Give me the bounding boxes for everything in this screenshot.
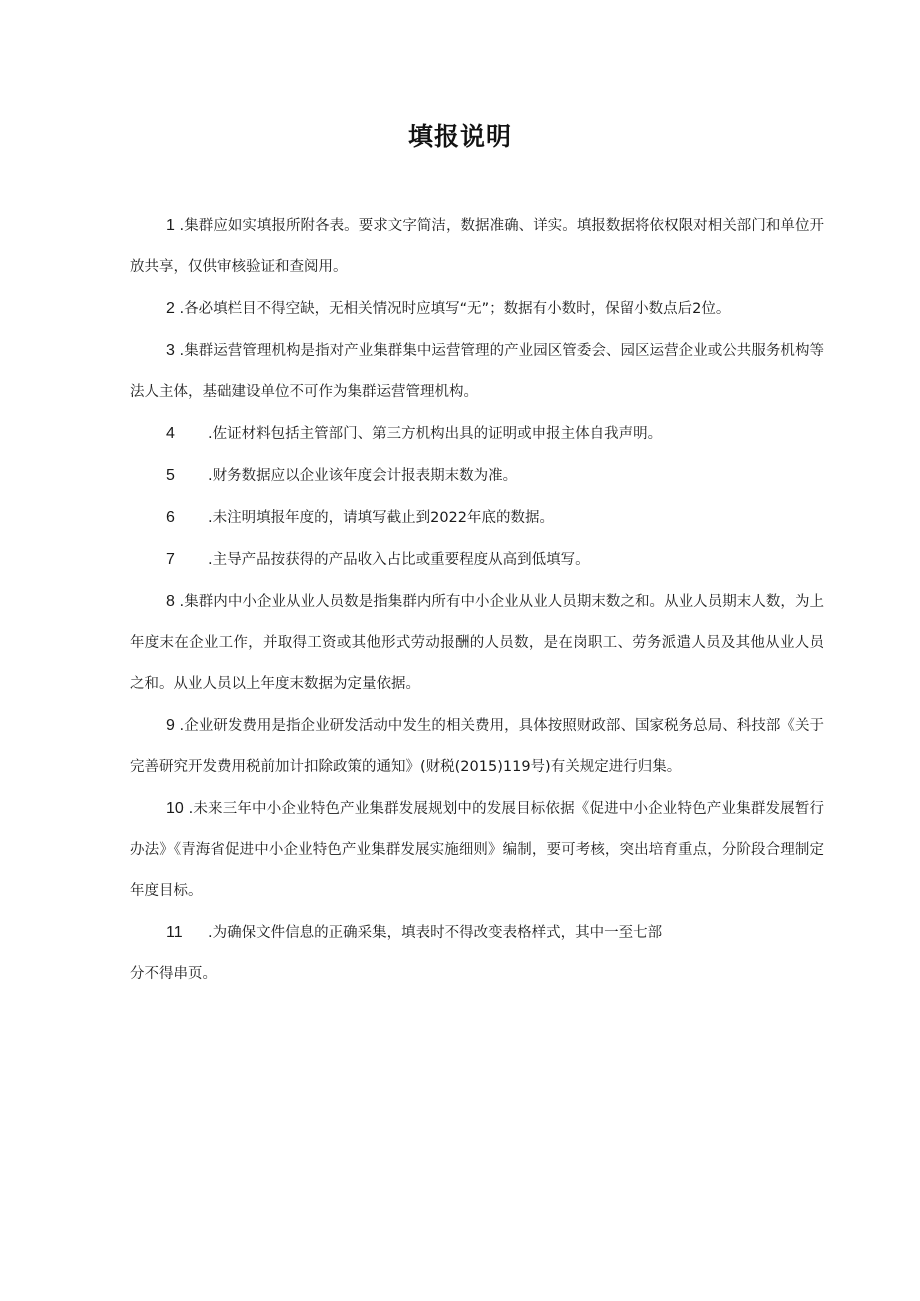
item-text: .为确保文件信息的正确采集，填表时不得改变表格样式，其中一至七部: [208, 925, 663, 941]
instruction-item-6: [130, 497, 824, 539]
item-text: .主导产品按获得的产品收入占比或重要程度从高到低填写。: [208, 552, 590, 568]
item-number: 9: [166, 717, 175, 734]
instruction-item-1: [130, 205, 824, 288]
item-text: .未注明填报年度的，请填写截止到2022年底的数据。: [208, 510, 555, 526]
item-number: 11: [166, 924, 183, 941]
item-number: 7: [166, 551, 175, 568]
item-number: 8: [166, 593, 175, 610]
instruction-item-9: [130, 705, 824, 788]
instruction-item-2: [130, 288, 824, 330]
item-text: .集群应如实填报所附各表。要求文字简洁，数据准确、详实。填报数据将依权限对相关部门和单位开放共享，仅供审核验证和查阅用。: [130, 218, 824, 275]
item-text: .佐证材料包括主管部门、第三方机构出具的证明或申报主体自我声明。: [208, 426, 663, 442]
item-text: .财务数据应以企业该年度会计报表期末数为准。: [208, 468, 518, 484]
instructions-body: [130, 205, 824, 995]
instruction-item-5: [130, 455, 824, 497]
item-number: 2: [166, 300, 175, 317]
instruction-item-8: [130, 581, 824, 705]
item-number: 4: [166, 425, 175, 442]
item-number: 10: [166, 800, 184, 817]
item-text: .企业研发费用是指企业研发活动中发生的相关费用，具体按照财政部、国家税务总局、科技部《关于完善研究开发费用税前加计扣除政策的通知》(财税(2015)119号)有关规定进行归集。: [130, 718, 824, 775]
instruction-item-10: [130, 788, 824, 912]
item-text: .各必填栏目不得空缺，无相关情况时应填写“无”；数据有小数时，保留小数点后2位。: [174, 301, 731, 317]
instruction-item-11-continuation: 分不得串页。: [130, 966, 217, 982]
item-text: .未来三年中小企业特色产业集群发展规划中的发展目标依据《促进中小企业特色产业集群发展暂行办法》《青海省促进中小企业特色产业集群发展实施细则》编制，要可考核，突出培育重点，分阶段合理制定年度目标。: [130, 801, 824, 899]
instruction-item-3: [130, 330, 824, 413]
item-text: .集群运营管理机构是指对产业集群集中运营管理的产业园区管委会、园区运营企业或公共服务机构等法人主体，基础建设单位不可作为集群运营管理机构。: [130, 343, 824, 400]
item-number: 5: [166, 467, 175, 484]
instruction-item-11: [130, 912, 824, 954]
item-number: 1: [166, 217, 175, 234]
page-title: 填报说明: [407, 122, 512, 151]
item-number: 6: [166, 509, 175, 526]
item-number: 3: [166, 342, 175, 359]
instruction-item-4: [130, 413, 824, 455]
item-text: .集群内中小企业从业人员数是指集群内所有中小企业从业人员期末数之和。从业人员期末人数，为上年度末在企业工作，并取得工资或其他形式劳动报酬的人员数，是在岗职工、劳务派遣人员及其他从业人员之和。从业人员以上年度末数据为定量依据。: [130, 594, 824, 692]
instruction-item-7: [130, 539, 824, 581]
